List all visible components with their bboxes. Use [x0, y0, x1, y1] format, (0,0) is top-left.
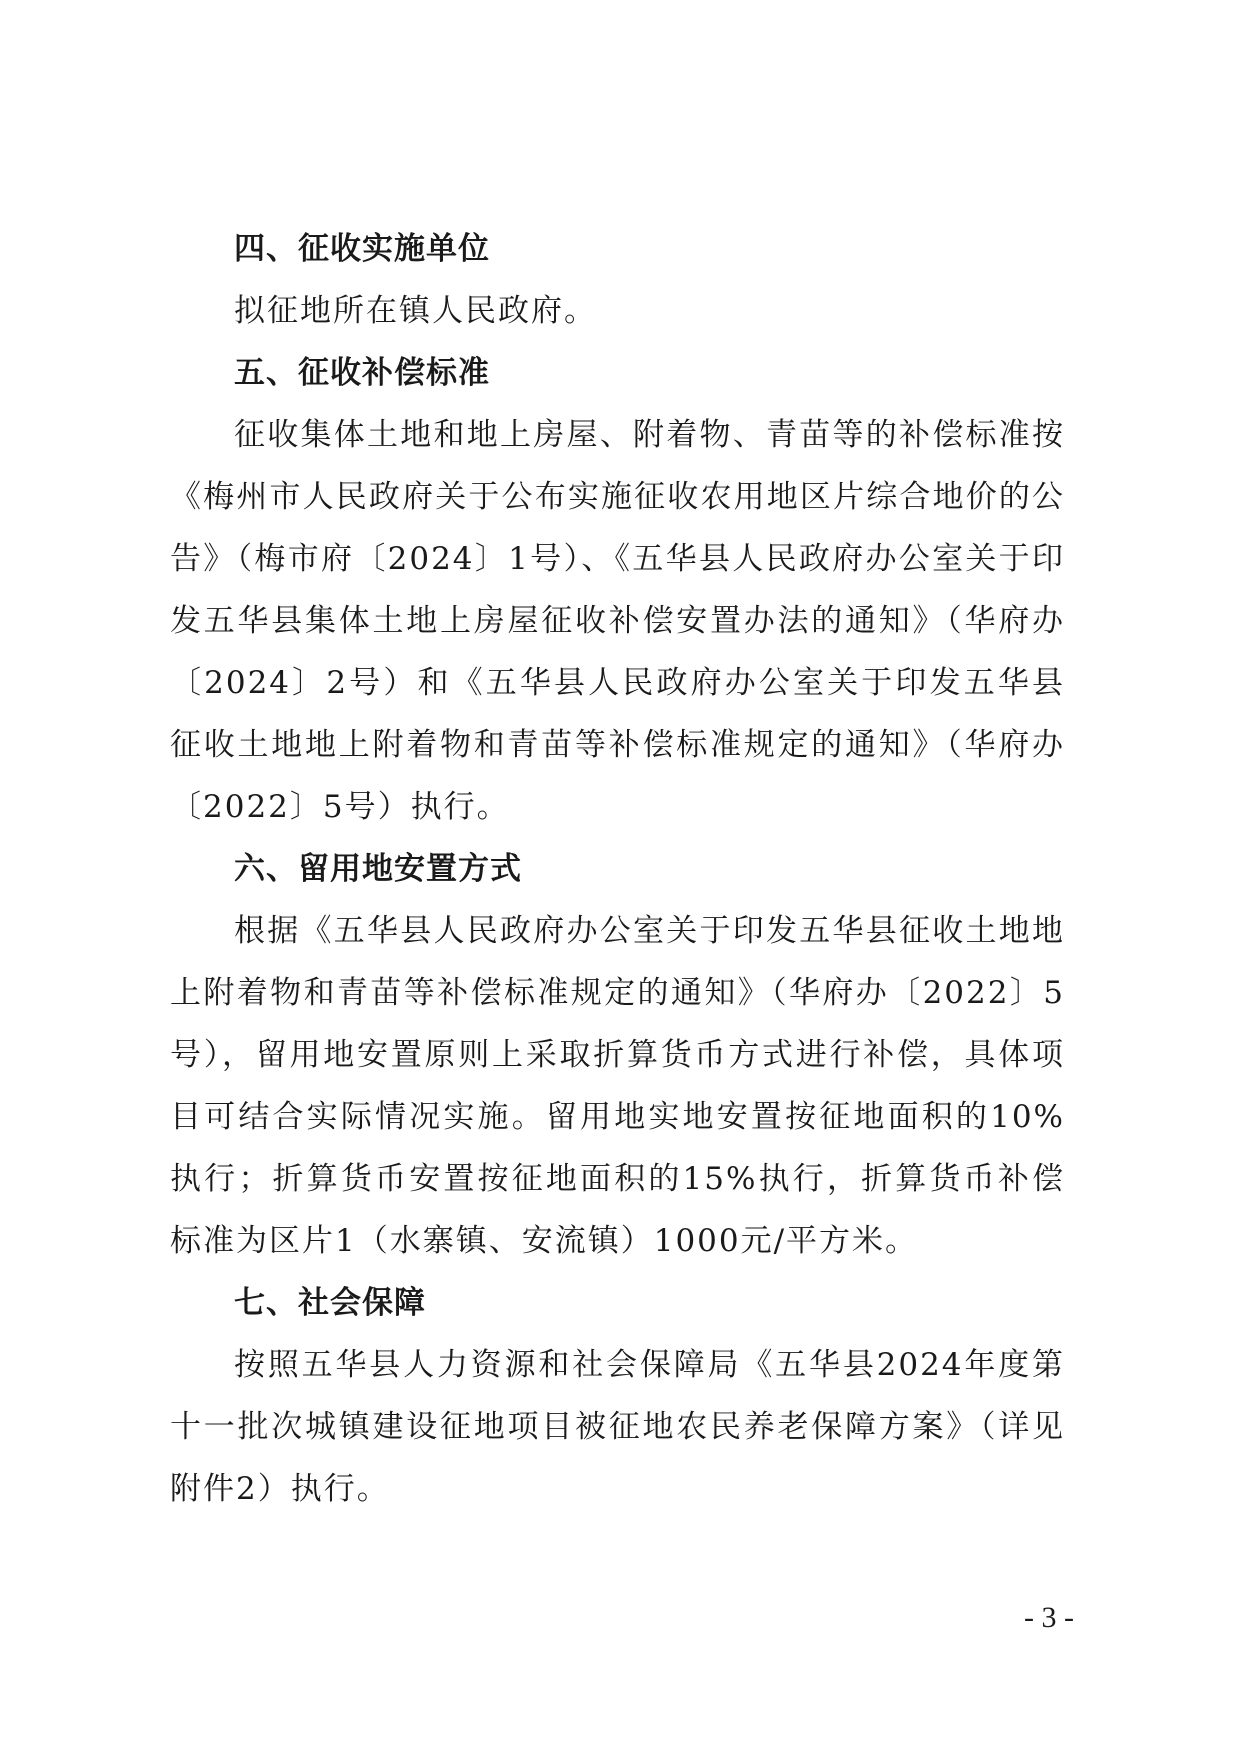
document-body [170, 218, 1065, 1520]
section-reserved-land [170, 838, 1065, 1272]
section-heading: 七、社会保障 [234, 1285, 426, 1321]
section-paragraph: 拟征地所在镇人民政府。 [234, 293, 597, 329]
section-paragraph: 根据《五华县人民政府办公室关于印发五华县征收土地地上附着物和青苗等补偿标准规定的通知》（华府办〔2022〕5号），留用地安置原则上采取折算货币方式进行补偿，具体项目可结合实际情况实施。留用地实地安置按征地面积的10%执行；折算货币安置按征地面积的15%执行，折算货币补偿标准为区片1（水寨镇、安流镇）1000元/平方米。 [170, 913, 1065, 1259]
section-social-security [170, 1272, 1065, 1520]
section-paragraph: 按照五华县人力资源和社会保障局《五华县2024年度第十一批次城镇建设征地项目被征地农民养老保障方案》（详见附件2）执行。 [170, 1347, 1065, 1507]
section-heading: 四、征收实施单位 [234, 231, 490, 267]
page-number: - 3 - [1024, 1601, 1074, 1634]
section-paragraph: 征收集体土地和地上房屋、附着物、青苗等的补偿标准按《梅州市人民政府关于公布实施征收农用地区片综合地价的公告》（梅市府〔2024〕1号）、《五华县人民政府办公室关于印发五华县集体土地上房屋征收补偿安置办法的通知》（华府办〔2024〕2号）和《五华县人民政府办公室关于印发五华县征收土地地上附着物和青苗等补偿标准规定的通知》（华府办〔2022〕5号）执行。 [170, 417, 1065, 825]
section-implementing-unit [170, 218, 1065, 342]
section-heading: 六、留用地安置方式 [234, 851, 522, 887]
section-compensation-standard [170, 342, 1065, 838]
section-heading: 五、征收补偿标准 [234, 355, 490, 391]
